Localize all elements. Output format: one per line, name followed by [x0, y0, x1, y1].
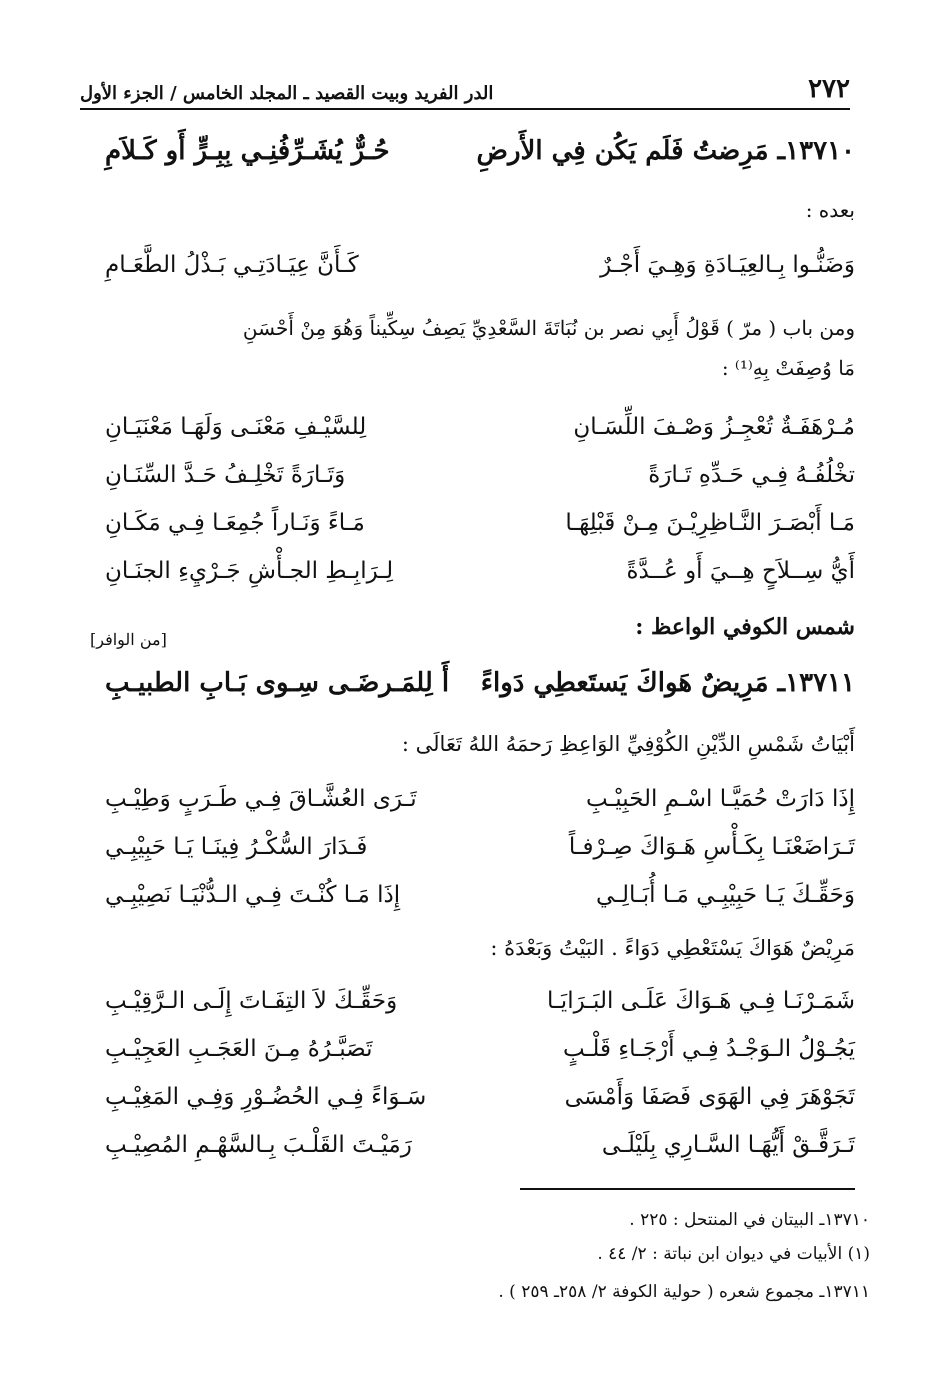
knife-verse [105, 558, 855, 584]
hemistich-second: إِذَا مَـا كُنْـتَ فِـي الـدُّنْيَـا نَصِيْبِـي [105, 882, 401, 908]
meter-label: [من الوافر] [90, 630, 167, 649]
hemistich-second: تَـرَى العُشَّـاقَ فِـي طَـرَبٍ وَطِيْـبِ [105, 786, 417, 812]
running-title: الدر الفريد وبيت القصيد ـ المجلد الخامس / الجزء الأول [80, 83, 494, 104]
hemistich-first: شَمَـرْنَـا فِـي هَـوَاكَ عَلَـى البَـرَايَـا [547, 988, 855, 1014]
hemistich-first: وَضَنُّـوا بِـالعِيَـادَةِ وَهِـيَ أَجْـرٌ [600, 252, 855, 278]
poem1-verse [105, 834, 855, 860]
poem2-verse [105, 1132, 855, 1158]
hemistich-second: رَمَيْـتَ القَلْـبَ بِـالسَّهْـمِ المُصِيْـبِ [105, 1132, 412, 1158]
hemistich-second: فَـدَارَ السُّكْـرُ فِينَـا يَـا حَبِيْبِـي [105, 834, 368, 860]
hemistich-first: مُـرْهَفَـةٌ تُعْجِـزُ وَصْـفَ اللِّسَـانِ [573, 414, 855, 440]
knife-verse [105, 462, 855, 488]
hemistich-first: تَـرَقَّـقْ أَيُّهَـا السَّـارِي بِلَيْلَـى [601, 1132, 855, 1158]
hemistich-second: أَ لِلمَـرضَـى سِـوى بَـابِ الطبيـبِ [105, 668, 450, 698]
hemistich-second: لِلسَّيْـفِ مَعْنَـى وَلَهَـا مَعْنَيَـانِ [105, 414, 367, 440]
knife-verse [105, 510, 855, 536]
poem2-verse [105, 1036, 855, 1062]
poem2-verse [105, 1084, 855, 1110]
hemistich-first: يَجُـوْلُ الـوَجْـدُ فِـي أَرْجَـاءِ قَلْـبٍ [563, 1036, 855, 1062]
poet-heading: شمس الكوفي الواعظ : [635, 614, 855, 640]
verse-13710 [105, 136, 855, 166]
footnote: (١) الأبيات في ديوان ابن نباتة : ٢/ ٤٤ . [597, 1244, 870, 1264]
hemistich-first: وَحَقِّـكَ يَـا حَبِيْبِـي مَـا أُبَـالِـي [596, 882, 855, 908]
marid-line: مَرِيْضٌ هَوَاكَ يَسْتَعْطِي دَوَاءً . البَيْتُ وَبَعْدَهُ : [490, 936, 855, 960]
verse-after [105, 252, 855, 278]
hemistich-second: وَحَقِّـكَ لاَ التِفَـاتَ إِلَـى الـرَّقِيْـبِ [105, 988, 398, 1014]
hemistich-second: حُـرٌّ يُشَـرِّفُنِـي بِبِـرٍّ أَو كَـلاَمِ [105, 136, 390, 166]
page-number: ٢٧٢ [808, 74, 850, 104]
bab-paragraph-line2: مَا وُصِفَتْ بِهِ⁽¹⁾ : [721, 356, 855, 380]
knife-verse [105, 414, 855, 440]
hemistich-first: مَـا أَبْصَـرَ النَّـاظِرِيْـنَ مِـنْ قَبْلِهَـا [565, 510, 855, 536]
footnote: ١٣٧١٠ـ البيتان في المنتحل : ٢٢٥ . [629, 1210, 870, 1230]
hemistich-second: سَـوَاءً فِـي الحُضُـوْرِ وَفِـي المَغِيْـبِ [105, 1084, 427, 1110]
hemistich-first: ١٣٧١٠ـ مَرِضتُ فَلَم يَكُن فِي الأَرضِ [476, 136, 855, 166]
footnote-rule [520, 1188, 855, 1190]
abyat-intro: أَبْيَاتُ شَمْسِ الدِّيْنِ الكُوْفِيِّ الوَاعِظِ رَحمَهُ اللهُ تَعَالَى : [401, 732, 855, 756]
hemistich-first: تخْلُفُـهُ فِـي حَـدِّهِ تَـارَةً [648, 462, 855, 488]
poem2-verse [105, 988, 855, 1014]
hemistich-first: أَيُّ سِــلاَحٍ هِــيَ أَو عُــدَّةً [626, 558, 855, 584]
hemistich-second: لِـرَابِـطِ الجـأْشِ جَـرْيِءِ الجنَـانِ [105, 558, 394, 584]
poem1-verse [105, 882, 855, 908]
hemistich-first: تَـرَاضَعْنَـا بِكَـأْسِ هَـوَاكَ صِـرْفـاً [568, 834, 855, 860]
header-rule [80, 108, 850, 110]
hemistich-first: ١٣٧١١ـ مَرِيضٌ هَواكَ يَستَعطِي دَواءً [480, 668, 855, 698]
page-header [80, 58, 850, 104]
hemistich-second: مَـاءً وَنَـاراً جُمِعَـا فِـي مَكَـانِ [105, 510, 365, 536]
after-label: بعده : [805, 198, 855, 222]
footnote: ١٣٧١١ـ مجموع شعره ( حولية الكوفة ٢/ ٢٥٨ـ ٢٥٩ ) . [498, 1282, 870, 1302]
hemistich-first: إِذَا دَارَتْ حُمَيَّـا اسْـمِ الحَبِيْـبِ [585, 786, 855, 812]
hemistich-first: تَجَوْهَرَ فِي الهَوَى فَصَفَا وَأَمْسَى [564, 1084, 855, 1110]
hemistich-second: وَتَـارَةً تَخْلِـفُ حَـدَّ السِّنَـانِ [105, 462, 346, 488]
poem1-verse [105, 786, 855, 812]
hemistich-second: تَصَبَّـرُهُ مِـنَ العَجَـبِ العَجِيْـبِ [105, 1036, 373, 1062]
hemistich-second: كَـأَنَّ عِيَـادَتِـي بَـذْلُ الطَّعَـامِ [105, 252, 359, 278]
bab-paragraph-line1: ومن باب ( مرّ ) قَوْلُ أَبِي نصر بن نُبَاتَةَ السَّعْدِيِّ يَصِفُ سِكِّيناً وَهُوَ مِنْ أَحْسَنِ [242, 316, 855, 340]
verse-13711 [105, 668, 855, 698]
